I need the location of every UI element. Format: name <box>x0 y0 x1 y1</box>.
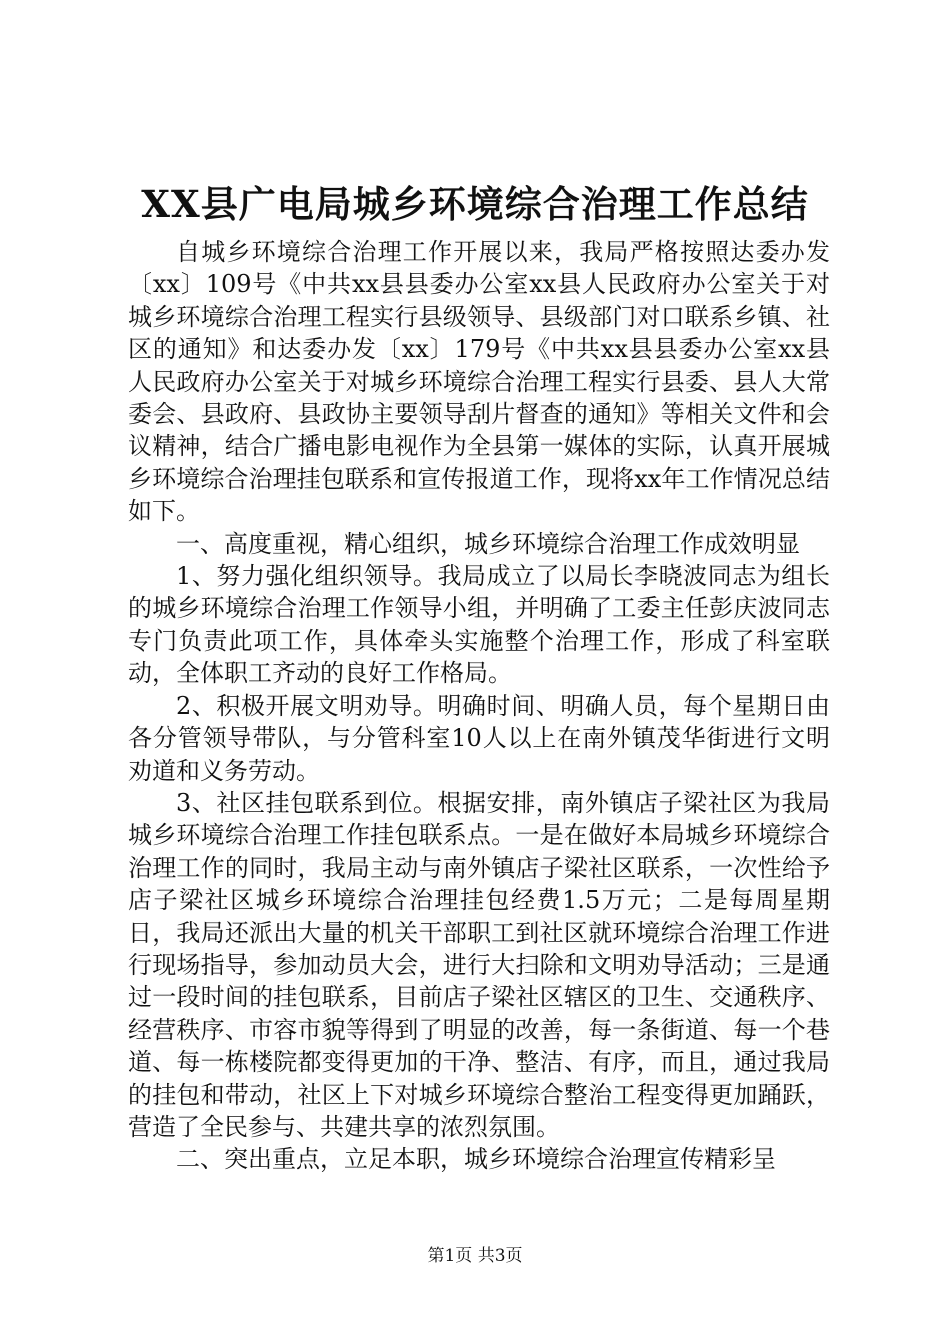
paragraph-item-2: 2、积极开展文明劝导。明确时间、明确人员，每个星期日由各分管领导带队，与分管科室10人以上在南外镇茂华街进行文明劝道和义务劳动。 <box>128 691 830 785</box>
paragraph-item-3: 3、社区挂包联系到位。根据安排，南外镇店子梁社区为我局城乡环境综合治理工作挂包联系点。一是在做好本局城乡环境综合治理工作的同时，我局主动与南外镇店子梁社区联系，一次性给予店子梁社区城乡环境综合治理挂包经费1.5万元；二是每周星期日，我局还派出大量的机关干部职工到社区就环境综合治理工作进行现场指导，参加动员大会，进行大扫除和文明劝导活动；三是通过一段时间的挂包联系，目前店子梁社区辖区的卫生、交通秩序、经营秩序、市容市貌等得到了明显的改善，每一条街道、每一个巷道、每一栋楼院都变得更加的干净、整洁、有序，而且，通过我局的挂包和带动，社区上下对城乡环境综合整治工程变得更加踊跃，营造了全民参与、共建共享的浓烈氛围。 <box>128 788 830 1141</box>
section-heading-2: 二、突出重点，立足本职，城乡环境综合治理宣传精彩呈 <box>176 1145 776 1174</box>
document-body <box>128 236 830 1176</box>
paragraph-intro: 自城乡环境综合治理工作开展以来，我局严格按照达委办发〔xx〕109号《中共xx县县委办公室xx县人民政府办公室关于对城乡环境综合治理工程实行县级领导、县级部门对口联系乡镇、社区的通知》和达委办发〔xx〕179号《中共xx县县委办公室xx县人民政府办公室关于对城乡环境综合治理工程实行县委、县人大常委会、县政府、县政协主要领导刮片督查的通知》等相关文件和会议精神，结合广播电影电视作为全县第一媒体的实际，认真开展城乡环境综合治理挂包联系和宣传报道工作，现将xx年工作情况总结如下。 <box>128 238 830 526</box>
paragraph-item-1: 1、努力强化组织领导。我局成立了以局长李晓波同志为组长的城乡环境综合治理工作领导小组，并明确了工委主任彭庆波同志专门负责此项工作，具体牵头实施整个治理工作，形成了科室联动，全体职工齐动的良好工作格局。 <box>128 562 830 688</box>
page-number-footer: 第1页 共3页 <box>427 1246 523 1266</box>
document-title: XX县广电局城乡环境综合治理工作总结 <box>141 182 809 226</box>
section-heading-1: 一、高度重视，精心组织，城乡环境综合治理工作成效明显 <box>176 529 800 558</box>
